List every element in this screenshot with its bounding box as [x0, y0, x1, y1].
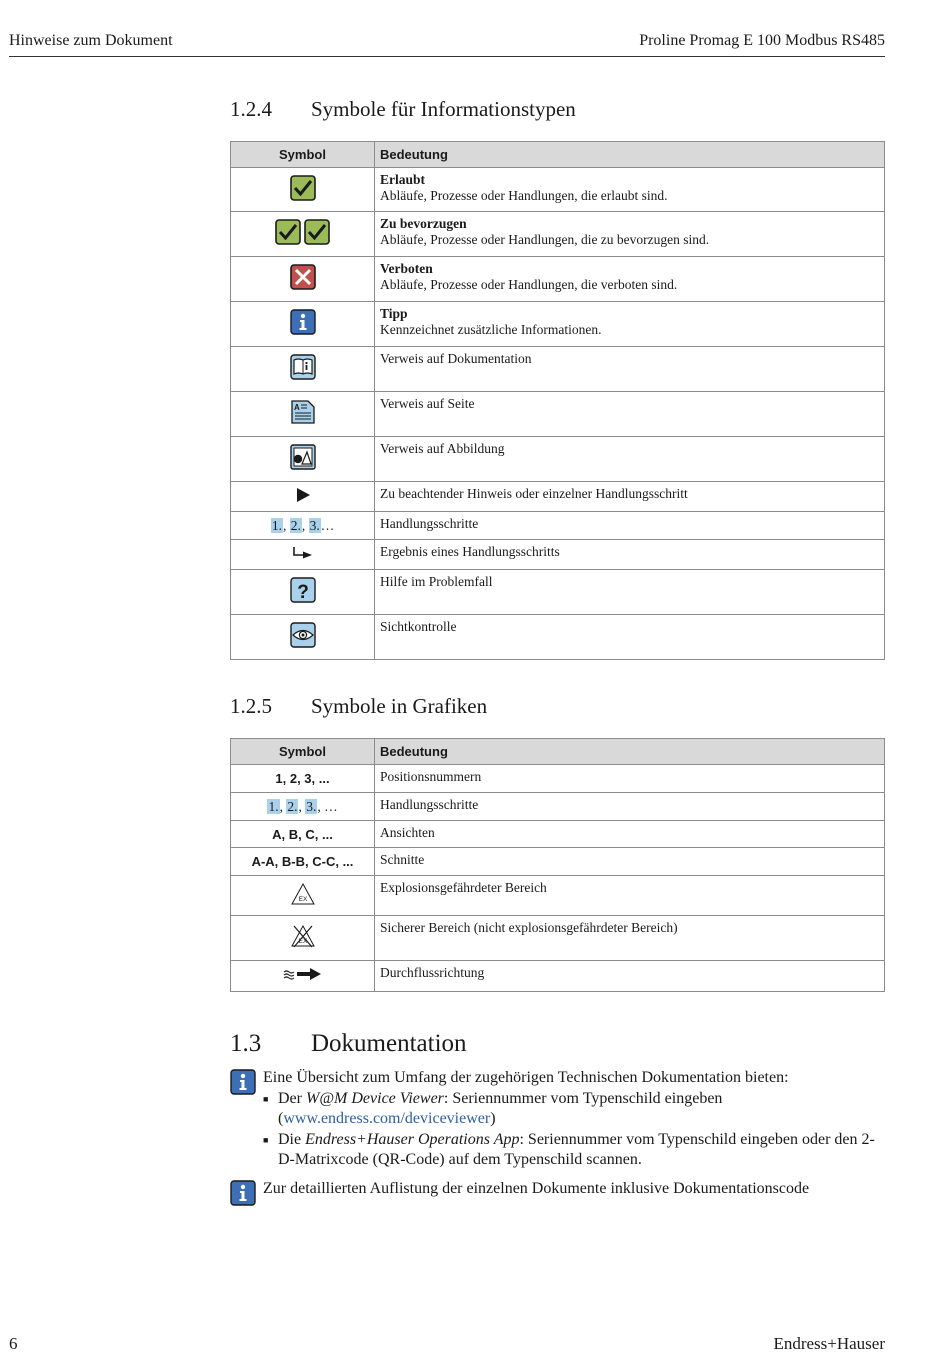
- allowed-check-icon: [290, 175, 316, 205]
- table-row: [231, 512, 885, 540]
- table-row: [231, 848, 885, 876]
- row-text: Ergebnis eines Handlungsschritts: [375, 540, 885, 570]
- page-reference-icon: [290, 399, 316, 429]
- row-text: Sichtkontrolle: [375, 615, 885, 660]
- heading-title: Symbole in Grafiken: [311, 694, 488, 718]
- row-text: Abläufe, Prozesse oder Handlungen, die zu bevorzugen sind.: [380, 232, 710, 247]
- table-row: [231, 168, 885, 212]
- table-row: [231, 212, 885, 257]
- row-title: Zu bevorzugen: [380, 216, 467, 231]
- row-text: Positionsnummern: [375, 765, 885, 793]
- figure-reference-icon: [290, 444, 316, 474]
- heading-title: Dokumentation: [311, 1030, 467, 1057]
- table-row: [231, 302, 885, 347]
- row-text: Schnitte: [375, 848, 885, 876]
- symbol-cell: A-A, B-B, C-C, ...: [231, 848, 375, 876]
- row-text: Handlungsschritte: [375, 512, 885, 540]
- row-text: Verweis auf Abbildung: [375, 437, 885, 482]
- row-text: Verweis auf Dokumentation: [375, 347, 885, 392]
- row-text: Hilfe im Problemfall: [375, 570, 885, 615]
- symbol-cell: A, B, C, ...: [231, 821, 375, 848]
- help-question-icon: [290, 577, 316, 607]
- brand-name: Endress+Hauser: [773, 1334, 885, 1353]
- heading-number: 1.2.4: [230, 97, 272, 121]
- table-row: [231, 916, 885, 961]
- symbol-cell: 1, 2, 3, ...: [231, 765, 375, 793]
- tip-info-icon: [290, 309, 316, 339]
- info-icon: [230, 1180, 256, 1213]
- row-title: Tipp: [380, 306, 408, 321]
- source-list: [263, 1089, 888, 1171]
- table-header-row: [231, 142, 885, 168]
- svg-text:EX: EX: [298, 895, 307, 903]
- col-symbol-header: Symbol: [231, 739, 375, 765]
- list-item: ■ Die Endress+Hauser Operations App: Seriennummer vom Typenschild eingeben oder den 2-D-Matrixcode (QR-Code) auf dem Typenschild scannen.: [263, 1130, 888, 1171]
- step-numbers: 1., 2., 3., …: [231, 793, 375, 821]
- table-row: [231, 257, 885, 302]
- table-header-row: [231, 739, 885, 765]
- row-text: Sicherer Bereich (nicht explosionsgefährdeter Bereich): [375, 916, 885, 961]
- deviceviewer-link[interactable]: www.endress.com/deviceviewer: [283, 1110, 491, 1127]
- documentation-reference-icon: [290, 354, 316, 384]
- note-intro: Eine Übersicht zum Umfang der zugehörigen Technischen Dokumentation bieten:: [263, 1069, 789, 1086]
- preferred-double-check-icon: [275, 219, 331, 249]
- play-triangle-icon: [295, 487, 311, 507]
- row-text: Ansichten: [375, 821, 885, 848]
- result-arrow-icon: [292, 546, 314, 564]
- info-symbols-table: [230, 141, 885, 660]
- row-text: Verweis auf Seite: [375, 392, 885, 437]
- heading-title: Symbole für Informationstypen: [311, 97, 576, 121]
- row-text: Abläufe, Prozesse oder Handlungen, die erlaubt sind.: [380, 188, 668, 203]
- table-row: [231, 961, 885, 992]
- step-numbers: 1., 2., 3.…: [231, 512, 375, 540]
- forbidden-cross-icon: [290, 264, 316, 294]
- table-row: [231, 821, 885, 848]
- table-row: [231, 615, 885, 660]
- info-icon: [230, 1069, 256, 1102]
- table-row: [231, 347, 885, 392]
- heading-number: 1.2.5: [230, 694, 272, 718]
- svg-text:A: A: [293, 403, 300, 412]
- heading-number: 1.3: [230, 1030, 262, 1057]
- note-text: Zur detaillierten Auflistung der einzelnen Dokumente inklusive Dokumentationscode: [263, 1180, 810, 1197]
- page-number: 6: [9, 1334, 18, 1353]
- row-text: Explosionsgefährdeter Bereich: [375, 876, 885, 916]
- row-title: Verboten: [380, 261, 433, 276]
- list-item: ■ Der W@M Device Viewer: Seriennummer vom Typenschild eingeben (www.endress.com/deviceviewer): [263, 1089, 888, 1130]
- table-row: [231, 482, 885, 512]
- visual-inspection-eye-icon: [290, 622, 316, 652]
- row-text: Durchflussrichtung: [375, 961, 885, 992]
- col-meaning-header: Bedeutung: [375, 142, 885, 168]
- table-row: [231, 392, 885, 437]
- page-header: [9, 30, 885, 57]
- header-product-name: Proline Promag E 100 Modbus RS485: [639, 32, 885, 49]
- hazardous-area-ex-icon: [290, 882, 316, 910]
- flow-direction-icon: [283, 967, 323, 985]
- graphic-symbols-table: [230, 738, 885, 992]
- header-section-title: Hinweise zum Dokument: [9, 32, 173, 49]
- safe-area-crossed-ex-icon: [290, 923, 316, 953]
- svg-text:EX: EX: [298, 938, 307, 945]
- row-title: Erlaubt: [380, 172, 426, 187]
- table-row: [231, 437, 885, 482]
- svg-text:?: ?: [296, 582, 309, 603]
- row-text: Abläufe, Prozesse oder Handlungen, die verboten sind.: [380, 277, 678, 292]
- table-row: [231, 876, 885, 916]
- row-text: Kennzeichnet zusätzliche Informationen.: [380, 322, 602, 337]
- row-text: Zu beachtender Hinweis oder einzelner Handlungsschritt: [375, 482, 885, 512]
- row-text: Handlungsschritte: [375, 793, 885, 821]
- table-row: [231, 570, 885, 615]
- table-row: [231, 765, 885, 793]
- table-row: [231, 793, 885, 821]
- table-row: [231, 540, 885, 570]
- col-meaning-header: Bedeutung: [375, 739, 885, 765]
- col-symbol-header: Symbol: [231, 142, 375, 168]
